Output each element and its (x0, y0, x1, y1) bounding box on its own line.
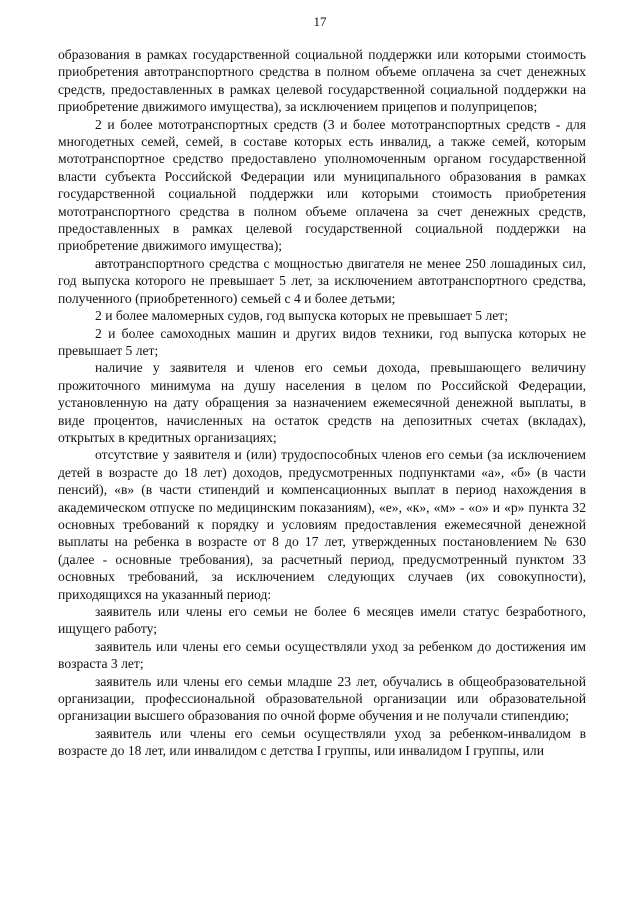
paragraph: 2 и более мототранспортных средств (3 и более мототранспортных средств - для многодетных семей, семей, в составе которых есть инвалид, а также семей, которым мототранспортное средство предоставлено уполномоченным органом государственной власти субъекта Российской Федерации или муниципального образования в рамках государственной социальной поддержки или которыми стоимость приобретения мототранспортного средства в полном объеме оплачена за счет денежных средств, предоставленных в рамках целевой государственной социальной поддержки на приобретение движимого имущества); (58, 116, 586, 254)
paragraph: образования в рамках государственной социальной поддержки или которыми стоимость приобретения автотранспортного средства в полном объеме оплачена за счет денежных средств, предоставленных в рамках целевой государственной социальной поддержки на приобретение движимого имущества), за исключением прицепов и полуприцепов; (58, 47, 586, 115)
paragraph: 2 и более самоходных машин и других видов техники, год выпуска которых не превышает 5 лет; (58, 325, 586, 358)
paragraph: автотранспортного средства с мощностью двигателя не менее 250 лошадиных сил, год выпуска которого не превышает 5 лет, за исключением автотранспортного средства, полученного (приобретенного) семьей с 4 и более детьми; (58, 255, 586, 306)
page-number: 17 (313, 14, 327, 29)
body-text (58, 46, 586, 760)
paragraph: заявитель или члены его семьи младше 23 лет, обучались в общеобразовательной организации, профессиональной образовательной организации или образовательной организации высшего образования по очной форме обучения и не получали стипендию; (58, 673, 586, 724)
paragraph: отсутствие у заявителя и (или) трудоспособных членов его семьи (за исключением детей в возрасте до 18 лет) доходов, предусмотренных подпунктами «а», «б» (в части пенсий), «в» (в части стипендий и компенсационных выплат в период нахождения в академическом отпуске по медицинским показаниям), «е», «к», «м» - «о» и «р» пункта 32 основных требований к порядку и условиям предоставления ежемесячной денежной выплаты на ребенка в возрасте от 8 до 17 лет, утвержденных постановлением № 630 (далее - основные требования), за расчетный период, предусмотренный пунктом 33 основных требований, за исключением следующих случаев (их совокупности), приходящихся на указанный период: (58, 447, 586, 602)
paragraph: 2 и более маломерных судов, год выпуска которых не превышает 5 лет; (95, 308, 509, 324)
paragraph: заявитель или члены его семьи осуществляли уход за ребенком до достижения им возраста 3 лет; (58, 638, 586, 672)
paragraph: заявитель или члены его семьи осуществляли уход за ребенком-инвалидом в возрасте до 18 лет, или инвалидом с детства I группы, или инвалидом I группы, или (58, 725, 586, 759)
paragraph: наличие у заявителя и членов его семьи дохода, превышающего величину прожиточного минимума на душу населения в целом по Российской Федерации, установленную на дату обращения за назначением ежемесячной денежной выплаты, в виде процентов, начисленных на остаток средств на депозитных счетах (вкладах), открытых в кредитных организациях; (58, 360, 586, 445)
paragraph: заявитель или члены его семьи не более 6 месяцев имели статус безработного, ищущего работу; (58, 604, 586, 637)
